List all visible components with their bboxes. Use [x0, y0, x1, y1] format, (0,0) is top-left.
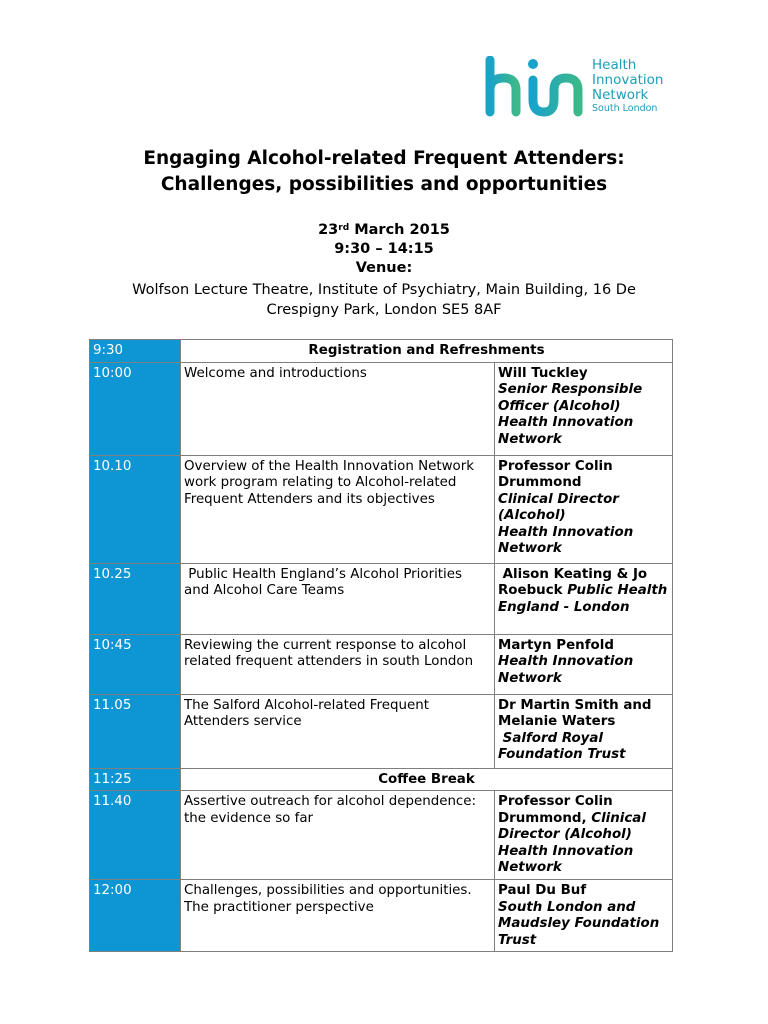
agenda-speaker: [495, 362, 673, 455]
agenda-time: 12:00: [90, 880, 181, 952]
agenda-row: [90, 634, 673, 694]
speaker-name: Professor Colin Drummond: [498, 458, 613, 490]
event-month-year: March 2015: [349, 222, 450, 238]
agenda-topic: Public Health England’s Alcohol Priorities and Alcohol Care Teams: [181, 563, 495, 634]
event-date: [0, 221, 768, 240]
logo-line-2: Innovation: [592, 72, 664, 88]
speaker-name-line: [498, 794, 669, 844]
agenda-time: 10.25: [90, 563, 181, 634]
speaker-name: Martyn Penfold: [498, 637, 614, 653]
title-line-1: Engaging Alcohol-related Frequent Attenders:: [143, 148, 625, 169]
speaker-role: Clinical Director (Alcohol): [498, 491, 619, 523]
agenda-topic: Assertive outreach for alcohol dependence: the evidence so far: [181, 791, 495, 880]
agenda-time: 10.10: [90, 455, 181, 563]
page-title: [0, 146, 768, 198]
agenda-row: [90, 340, 673, 363]
event-day-suffix: rd: [338, 223, 350, 233]
event-meta: [0, 221, 768, 278]
speaker-org: Health Innovation Network: [498, 415, 634, 447]
agenda-row: [90, 880, 673, 952]
agenda-row: [90, 362, 673, 455]
agenda-speaker: [495, 634, 673, 694]
speaker-org: Health Innovation Network: [498, 654, 634, 686]
speaker-role: Senior Responsible Officer (Alcohol): [498, 382, 643, 414]
logo-line-4: South London: [592, 103, 658, 114]
agenda-topic: Challenges, possibilities and opportunities. The practitioner perspective: [181, 880, 495, 952]
logo-line-1: Health: [592, 57, 637, 73]
hin-logo-mark: [484, 56, 589, 118]
venue-address: [100, 280, 668, 320]
agenda-table: [89, 339, 673, 952]
venue-line-2: Crespigny Park, London SE5 8AF: [266, 302, 502, 318]
event-time: 9:30 – 14:15: [334, 241, 434, 257]
speaker-org: South London and Maudsley Foundation Trust: [498, 899, 660, 948]
venue-label: Venue:: [355, 260, 413, 276]
agenda-time: 10:45: [90, 634, 181, 694]
speaker-name: Professor Colin Drummond,: [498, 794, 618, 826]
speaker-name: Paul Du Buf: [498, 883, 587, 898]
speaker-org: Salford Royal Foundation Trust: [498, 730, 626, 762]
agenda-row: [90, 455, 673, 563]
agenda-speaker: [495, 563, 673, 634]
title-line-2: Challenges, possibilities and opportunities: [160, 174, 608, 195]
speaker-name: Alison Keating & Jo Roebuck: [498, 566, 652, 598]
agenda-break-title: Coffee Break: [181, 768, 673, 791]
hin-logo: [484, 56, 684, 118]
speaker-org: Health Innovation Network: [498, 843, 634, 875]
agenda-break-title: Registration and Refreshments: [181, 340, 673, 363]
event-day: 23: [318, 222, 339, 238]
speaker-org: Public Health England - London: [498, 583, 672, 615]
speaker-name: Dr Martin Smith and Melanie Waters: [498, 697, 652, 729]
logo-wordmark: [592, 58, 663, 114]
agenda-speaker: [495, 791, 673, 880]
agenda-speaker: [495, 880, 673, 952]
speaker-role: Clinical Director (Alcohol): [498, 810, 651, 842]
agenda-row: [90, 768, 673, 791]
agenda-time: 9:30: [90, 340, 181, 363]
venue-line-1: Wolfson Lecture Theatre, Institute of Psychiatry, Main Building, 16 De: [132, 282, 636, 298]
agenda-topic: The Salford Alcohol-related Frequent Attenders service: [181, 694, 495, 768]
agenda-row: [90, 791, 673, 880]
agenda-topic: Welcome and introductions: [181, 362, 495, 455]
agenda-topic: Overview of the Health Innovation Network work program relating to Alcohol-related Frequent Attenders and its objectives: [181, 455, 495, 563]
logo-line-3: Network: [592, 87, 649, 103]
agenda-speaker: [495, 455, 673, 563]
agenda-speaker: [495, 694, 673, 768]
agenda-time: 11:25: [90, 768, 181, 791]
speaker-org: Health Innovation Network: [498, 524, 634, 556]
agenda-time: 11.05: [90, 694, 181, 768]
agenda-row: [90, 694, 673, 768]
agenda-time: 10:00: [90, 362, 181, 455]
agenda-topic: Reviewing the current response to alcohol related frequent attenders in south London: [181, 634, 495, 694]
agenda-time: 11.40: [90, 791, 181, 880]
speaker-name: Will Tuckley: [498, 365, 588, 381]
agenda-row: [90, 563, 673, 634]
